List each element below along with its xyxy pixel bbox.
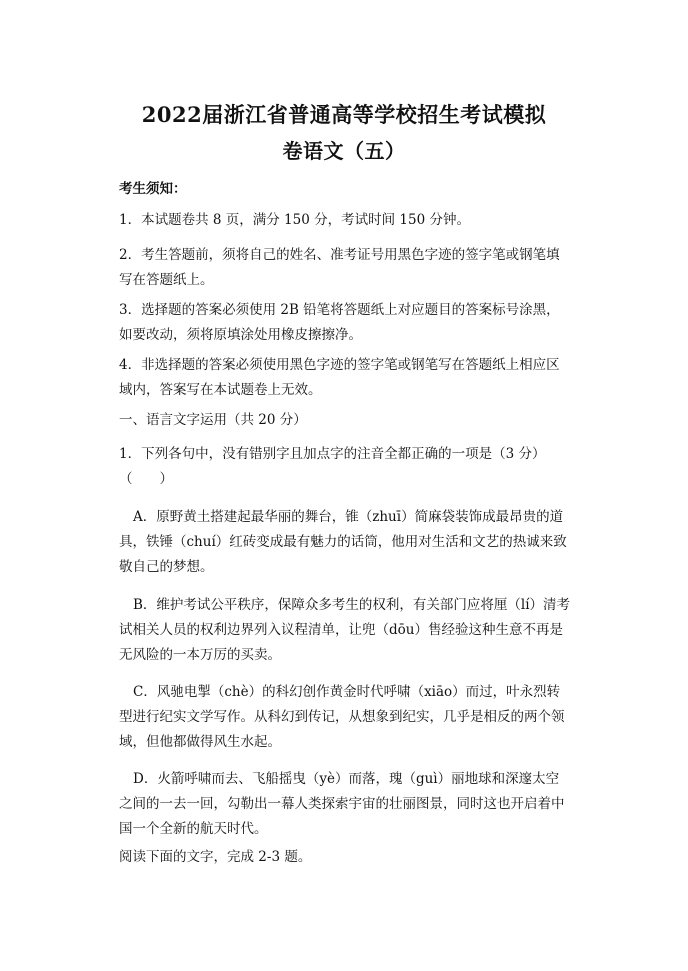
- notice-item-4: 4．非选择题的答案必须使用黑色字迹的签字笔或钢笔写在答题纸上相应区域内，答案写在本试题卷上无效。: [119, 357, 560, 398]
- question-1-stem: 1．下列各句中，没有错别字且加点字的注音全都正确的一项是（3 分）（ ）: [119, 446, 546, 487]
- notice-item-3: 3．选择题的答案必须使用 2B 铅笔将答题纸上对应题目的答案标号涂黑，如要改动，须将原填涂处用橡皮擦擦净。: [119, 302, 560, 343]
- reading-prompt: 阅读下面的文字，完成 2-3 题。: [119, 849, 312, 865]
- question-1-option-d: D．火箭呼啸而去、飞船摇曳（yè）而落，瑰（guì）丽地球和深邃太空之间的一去一回，勾勒出一幕人类探索宇宙的壮丽图景，同时这也开启着中国一个全新的航天时代。: [119, 771, 565, 837]
- notice-item-2: 2．考生答题前，须将自己的姓名、准考证号用黑色字迹的签字笔或钢笔填写在答题纸上。: [119, 247, 560, 288]
- document-title-line1: 2022届浙江省普通高等学校招生考试模拟: [141, 102, 547, 127]
- document-title-line2: 卷语文（五）: [282, 139, 406, 163]
- question-1-option-a: A．原野黄土搭建起最华丽的舞台，锥（zhuī）简麻袋装饰成最昂贵的道具，铁锤（chuí）红砖变成最有魅力的话筒，他用对生活和文艺的热诚来致敬自己的梦想。: [119, 509, 567, 575]
- question-1-option-b: B．维护考试公平秩序，保障众多考生的权利，有关部门应将厘（lí）清考试相关人员的权利边界列入议程清单，让兜（dōu）售经验这种生意不再是无风险的一本万厉的买卖。: [119, 597, 571, 663]
- notice-item-1: 1．本试题卷共 8 页，满分 150 分，考试时间 150 分钟。: [119, 212, 470, 228]
- question-1-option-c: C．风驰电掣（chè）的科幻创作黄金时代呼啸（xiāo）而过，叶永烈转型进行纪实文学写作。从科幻到传记，从想象到纪实，几乎是相反的两个领域，但他都做得风生水起。: [119, 684, 565, 750]
- notice-heading: 考生须知：: [119, 181, 187, 197]
- section-heading: 一、语言文字运用（共 20 分）: [119, 412, 307, 428]
